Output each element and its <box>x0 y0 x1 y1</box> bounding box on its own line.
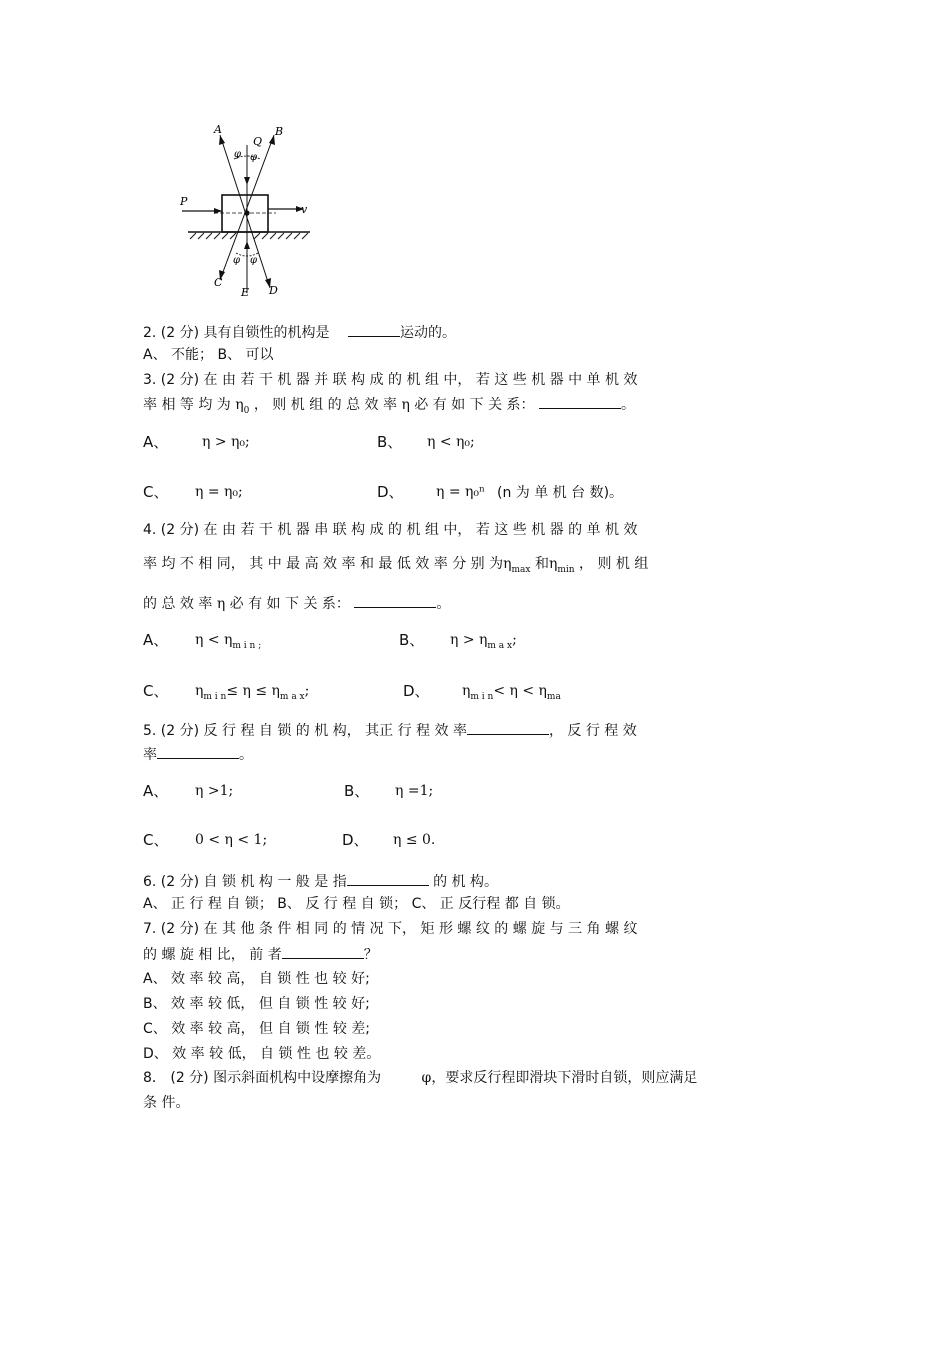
q7-option-d: D、 效 率 较 低， 自 锁 性 也 较 差。 <box>143 1046 381 1062</box>
q7-line2 <box>143 944 378 964</box>
q3-option-b-expr: η < η₀; <box>427 434 475 450</box>
q5-line1-text: 5. (2 分) 反 行 程 自 锁 的 机 构， 其正 行 程 效 率 <box>143 723 467 739</box>
label-e: E <box>241 286 250 298</box>
q4-sub-min: min <box>557 564 575 575</box>
q4-option-c-expr: $\eta_{m i n}\le \eta \le \eta_{m a x}$; <box>195 683 310 702</box>
q4-line2a: 率 均 不 相 同， 其 中 最 高 效 率 和 最 低 效 率 分 别 为 <box>143 556 504 572</box>
label-d: D <box>269 284 278 297</box>
q5-option-a-expr: η >1; <box>195 783 234 799</box>
q7-blank[interactable] <box>282 944 364 959</box>
q3-line2: 率 相 等 均 为 $\eta_0$ ， 则 机 组 的 总 效 率 η 必 有 如 下 关 系： 。 <box>143 394 635 420</box>
q3-line2a: 率 相 等 均 为 <box>143 397 231 413</box>
q5-option-d-expr: η ≤ 0. <box>393 832 436 848</box>
q3-option-a-expr: η > η₀; <box>202 434 250 450</box>
q8-tail: ，要求反行程即滑块下滑时自锁，则应满足 <box>431 1070 698 1086</box>
q4-line2b: 和 <box>534 556 549 572</box>
q5-line2a: 率 <box>143 747 157 763</box>
q6-options: A、 正 行 程 自 锁； B、 反 行 程 自 锁； C、 正 反行程 都 自 锁。 <box>143 896 570 912</box>
label-p: P <box>180 195 188 208</box>
label-phi-2: φ <box>250 152 258 163</box>
q4-line3: 的 总 效 率 η 必 有 如 下 关 系： 。 <box>143 593 450 613</box>
q4-line2c: ， 则 机 组 <box>579 556 649 572</box>
q3-option-d-label: D、 <box>377 483 404 501</box>
q3-option-c-expr: η = η₀; <box>195 484 243 500</box>
q7-line2a: 的 螺 旋 相 比， 前 者 <box>143 947 282 963</box>
label-b: B <box>275 125 284 138</box>
q6-blank[interactable] <box>347 871 429 886</box>
q4-line1: 4. (2 分) 在 由 若 干 机 器 串 联 构 成 的 机 组 中， 若 这 些 机 器 的 单 机 效 <box>143 522 638 538</box>
q8-phi-symbol: φ <box>421 1070 432 1086</box>
q3-option-d-expr: η = η₀ⁿ <box>436 484 486 500</box>
q2-options: A、 不能； B、 可以 <box>143 347 274 363</box>
q5-blank-2[interactable] <box>157 744 239 759</box>
q2-stem-line <box>143 322 456 342</box>
q5-option-c-label: C、 <box>143 831 169 849</box>
label-phi-3: φ <box>233 255 241 266</box>
q3-line2c: 必 有 如 下 关 系： <box>414 397 535 413</box>
ground-hatch <box>190 233 308 239</box>
q7-option-b: B、 效 率 较 低， 但 自 锁 性 较 好; <box>143 996 370 1012</box>
q4-blank[interactable] <box>354 593 436 608</box>
q2-blank[interactable] <box>348 322 400 337</box>
q6-stem: 6. (2 分) 自 锁 机 构 一 般 是 指 <box>143 874 347 890</box>
q7-option-a: A、 效 率 较 高， 自 锁 性 也 较 好; <box>143 971 370 987</box>
q5-option-c-expr: 0 < η < 1; <box>195 832 268 848</box>
q8-stem: 8． (2 分) 图示斜面机构中设摩擦角为 <box>143 1070 382 1086</box>
q5-line1b: ， 反 行 程 效 <box>548 723 637 739</box>
q4-line2: 率 均 不 相 同， 其 中 最 高 效 率 和 最 低 效 率 分 别 为$\eta_{max}$ 和$\eta_{min}$ ， 则 机 组 <box>143 556 649 575</box>
q4-option-b-label: B、 <box>399 631 425 649</box>
q3-option-d-note: (n 为 单 机 台 数)。 <box>497 485 624 501</box>
q4-option-d-expr: $\eta_{m i n}< \eta < \eta_{ma}$ <box>462 683 561 702</box>
q4-sub-max: max <box>511 564 531 575</box>
q3-line2b: ， 则 机 组 的 总 效 率 <box>253 397 397 413</box>
q5-option-b-label: B、 <box>344 782 370 800</box>
q3-option-b-label: B、 <box>377 433 403 451</box>
q8-stem-line <box>143 1069 697 1087</box>
q4-option-d-label: D、 <box>403 682 430 700</box>
q2-stem: 2. (2 分) 具有自锁性的机构是 <box>143 325 330 341</box>
friction-block-diagram <box>170 123 320 298</box>
label-q: Q <box>253 135 263 148</box>
q5-option-a-label: A、 <box>143 782 169 800</box>
q4-option-a-expr: $\eta < \eta_{m i n ;}$ <box>195 632 262 651</box>
q4-option-a-label: A、 <box>143 631 169 649</box>
label-phi-4: φ <box>250 255 258 266</box>
q6-stem-line <box>143 871 498 891</box>
q2-tail: 运动的。 <box>400 325 456 341</box>
q4-line3a: 的 总 效 率 <box>143 596 213 612</box>
q4-line3b: 必 有 如 下 关 系： <box>229 596 350 612</box>
q7-line1: 7. (2 分) 在 其 他 条 件 相 同 的 情 况 下， 矩 形 螺 纹 的 螺 旋 与 三 角 螺 纹 <box>143 921 638 937</box>
q7-line2end: ？ <box>363 947 378 963</box>
q8-line2: 条 件。 <box>143 1095 190 1111</box>
q5-line1 <box>143 720 637 740</box>
q5-option-d-label: D、 <box>342 831 369 849</box>
q6-tail: 的 机 构。 <box>428 874 499 890</box>
q3-blank[interactable] <box>539 394 621 409</box>
q3-line1: 3. (2 分) 在 由 若 干 机 器 并 联 构 成 的 机 组 中， 若 这 些 机 器 中 单 机 效 <box>143 372 638 388</box>
q5-option-b-expr: η =1; <box>395 783 434 799</box>
q7-option-c: C、 效 率 较 高， 但 自 锁 性 较 差; <box>143 1021 370 1037</box>
q3-option-a-label: A、 <box>143 433 169 451</box>
q5-blank-1[interactable] <box>467 720 549 735</box>
label-v: v <box>301 203 308 216</box>
q3-option-c-label: C、 <box>143 483 169 501</box>
q5-line2end: 。 <box>239 747 253 763</box>
label-phi-1: φ <box>234 149 242 160</box>
q5-line2 <box>143 744 253 764</box>
label-a: A <box>214 123 222 136</box>
q4-line3end: 。 <box>436 596 451 612</box>
label-c: C <box>214 276 223 289</box>
q4-option-b-expr: $\eta > \eta_{m a x}$; <box>450 632 517 651</box>
q4-option-c-label: C、 <box>143 682 169 700</box>
q3-line2end: 。 <box>621 397 636 413</box>
